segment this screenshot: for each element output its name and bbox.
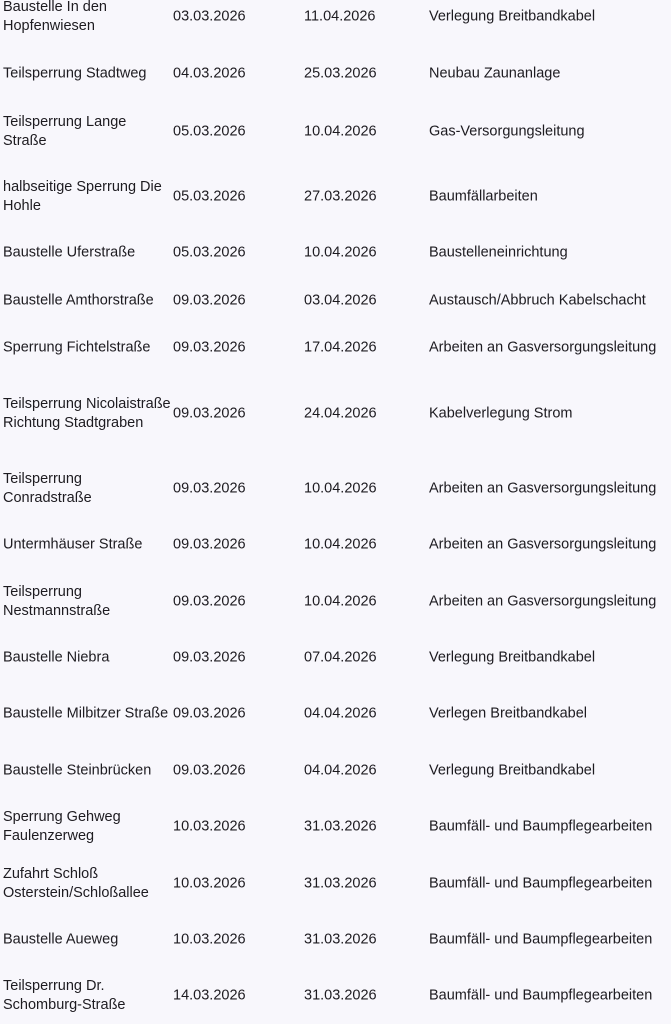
row-name: Teilsperrung Dr. Schomburg-Straße [3,978,126,1013]
row-description: Arbeiten an Gasversorgungsleitung [429,536,657,553]
row-name: Teilsperrung Conradstraße [3,471,92,506]
row-end-date: 10.04.2026 [304,123,377,140]
row-end-date: 10.04.2026 [304,244,377,261]
row-description: Gas-Versorgungsleitung [429,123,585,140]
table-row[interactable] [0,968,671,1024]
row-name: Sperrung Fichtelstraße [3,339,151,356]
row-description: Verlegung Breitbandkabel [429,649,596,666]
table-row[interactable] [0,0,671,43]
row-end-date: 10.04.2026 [304,480,377,497]
row-start-date: 09.03.2026 [173,649,246,666]
row-end-date: 24.04.2026 [304,405,377,422]
row-name: Teilsperrung Lange Straße [3,114,127,149]
row-description: Arbeiten an Gasversorgungsleitung [429,339,657,356]
row-start-date: 14.03.2026 [173,987,246,1004]
table-row[interactable] [0,461,671,517]
row-start-date: 09.03.2026 [173,292,246,308]
row-start-date: 09.03.2026 [173,705,246,722]
row-description: Baumfäll- und Baumpflegearbeiten [429,875,653,891]
row-name: Baustelle In den Hopfenwiesen [3,0,107,34]
row-start-date: 09.03.2026 [173,762,246,778]
row-end-date: 11.04.2026 [304,8,376,25]
row-end-date: 04.04.2026 [304,705,377,722]
table-row[interactable] [0,742,671,799]
row-end-date: 03.04.2026 [304,292,377,308]
row-end-date: 10.04.2026 [304,536,377,553]
row-name: Untermhäuser Straße [3,536,143,553]
row-end-date: 10.04.2026 [304,593,377,609]
row-description: Baumfällarbeiten [429,188,538,205]
table-row[interactable] [0,630,671,686]
row-end-date: 31.03.2026 [304,987,377,1004]
row-name: Baustelle Steinbrücken [3,762,152,778]
row-description: Baumfäll- und Baumpflegearbeiten [429,987,653,1004]
row-name: Baustelle Uferstraße [3,244,136,261]
row-start-date: 10.03.2026 [173,818,246,835]
row-end-date: 17.04.2026 [304,339,377,356]
row-name: Baustelle Aueweg [3,931,119,948]
row-end-date: 25.03.2026 [304,65,377,81]
row-end-date: 27.03.2026 [304,188,377,205]
row-name: Baustelle Amthorstraße [3,292,154,308]
row-start-date: 10.03.2026 [173,875,246,891]
row-description: Baumfäll- und Baumpflegearbeiten [429,931,653,948]
row-name: Baustelle Niebra [3,649,110,666]
table-row[interactable] [0,517,671,573]
row-description: Arbeiten an Gasversorgungsleitung [429,593,657,609]
table-row[interactable] [0,367,671,461]
row-description: Verlegen Breitbandkabel [429,705,588,722]
row-description: Neubau Zaunanlage [429,65,561,81]
table-row[interactable] [0,234,671,272]
row-end-date: 31.03.2026 [304,875,377,891]
row-name: Zufahrt Schloß Osterstein/Schloßallee [3,865,149,901]
row-start-date: 10.03.2026 [173,931,246,948]
table-row[interactable] [0,799,671,855]
row-description: Austausch/Abbruch Kabelschacht [429,292,646,308]
row-description: Baumfäll- und Baumpflegearbeiten [429,818,653,835]
row-end-date: 31.03.2026 [304,818,377,835]
row-start-date: 09.03.2026 [173,593,246,609]
row-start-date: 09.03.2026 [173,480,246,497]
row-description: Verlegung Breitbandkabel [429,762,596,778]
table-row[interactable] [0,329,671,367]
row-name: halbseitige Sperrung Die Hohle [3,179,162,214]
row-description: Kabelverlegung Strom [429,405,573,422]
row-name: Baustelle Milbitzer Straße [3,705,169,722]
row-description: Arbeiten an Gasversorgungsleitung [429,480,657,497]
table-row[interactable] [0,912,671,968]
row-start-date: 05.03.2026 [173,123,246,140]
table-row[interactable] [0,855,671,912]
table-row[interactable] [0,160,671,234]
row-description: Baustelleneinrichtung [429,244,568,261]
table-row[interactable] [0,686,671,742]
row-start-date: 09.03.2026 [173,339,246,356]
row-name: Teilsperrung Nicolaistraße Richtung Stadtgraben [3,396,171,431]
row-name: Teilsperrung Nestmannstraße [3,583,111,619]
row-start-date: 09.03.2026 [173,536,246,553]
row-start-date: 03.03.2026 [173,8,246,25]
row-name: Sperrung Gehweg Faulenzerweg [3,809,121,844]
row-description: Verlegung Breitbandkabel [429,8,596,25]
table-row[interactable] [0,104,671,160]
row-start-date: 05.03.2026 [173,188,246,205]
row-end-date: 04.04.2026 [304,762,377,778]
row-end-date: 07.04.2026 [304,649,377,666]
row-start-date: 04.03.2026 [173,65,246,81]
table-row[interactable] [0,272,671,329]
row-start-date: 09.03.2026 [173,405,246,422]
table-row[interactable] [0,573,671,630]
row-start-date: 05.03.2026 [173,244,246,261]
table-row[interactable] [0,43,671,104]
row-name: Teilsperrung Stadtweg [3,65,147,81]
row-end-date: 31.03.2026 [304,931,377,948]
